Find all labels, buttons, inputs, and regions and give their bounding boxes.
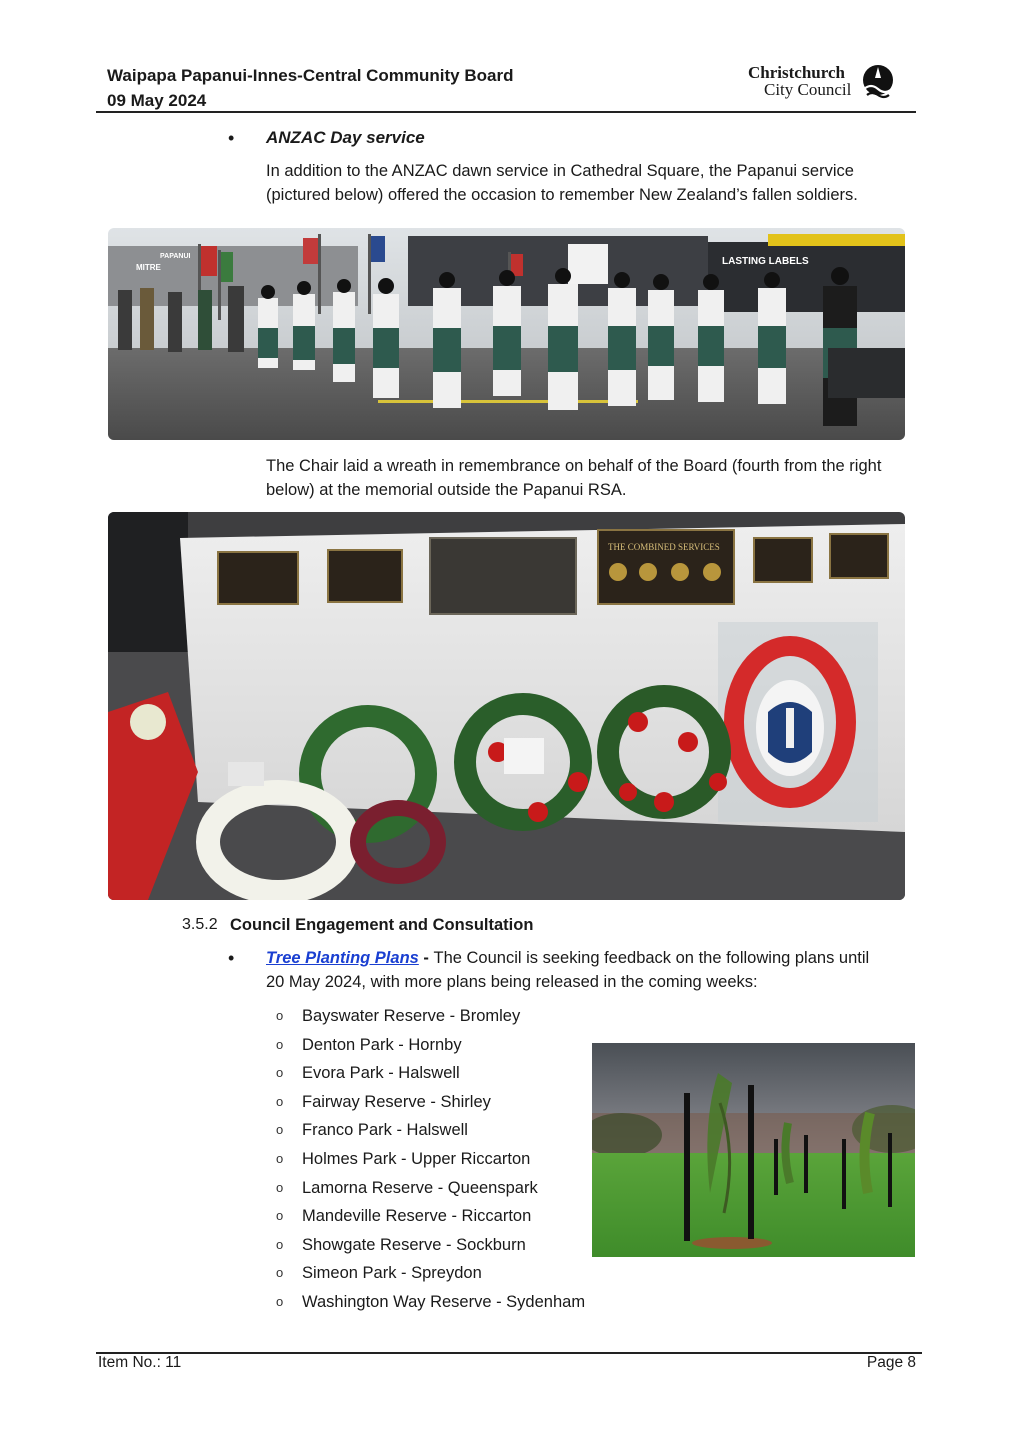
- list-item: [276, 1232, 585, 1261]
- list-marker: o: [276, 1150, 284, 1166]
- list-marker: o: [276, 1265, 284, 1281]
- logo-text-line2: City Council: [764, 80, 852, 99]
- plan-name: Mandeville Reserve - Riccarton: [302, 1207, 532, 1226]
- plan-name: Franco Park - Halswell: [302, 1121, 468, 1140]
- tree-planting-plan-list: [276, 1003, 585, 1318]
- plan-name: Fairway Reserve - Shirley: [302, 1092, 491, 1111]
- bullet: •: [228, 128, 235, 148]
- list-marker: o: [276, 1008, 284, 1023]
- plan-name: Denton Park - Hornby: [302, 1035, 462, 1054]
- list-marker: o: [276, 1122, 284, 1138]
- parade-photo: [108, 228, 905, 440]
- list-marker: o: [276, 1293, 284, 1309]
- page-number: Page 8: [866, 1354, 916, 1371]
- tree-planting-paragraph: [266, 946, 886, 994]
- cathedral-logo-icon: [860, 64, 896, 100]
- header-rule: [96, 111, 916, 113]
- plan-name: Showgate Reserve - Sockburn: [302, 1235, 526, 1254]
- dash-separator: -: [418, 949, 434, 967]
- list-marker: o: [276, 1065, 284, 1081]
- list-item: [276, 1089, 585, 1118]
- anzac-heading: ANZAC Day service: [266, 128, 425, 147]
- anzac-intro-paragraph: In addition to the ANZAC dawn service in Cathedral Square, the Papanui service (pictured below) offered the occasion to remember New Zealand’s fallen soldiers.: [266, 162, 858, 204]
- papanui-sign: PAPANUI: [160, 253, 191, 260]
- list-item: [276, 1117, 585, 1146]
- tree-planting-plans-link[interactable]: Tree Planting Plans: [266, 949, 419, 967]
- list-item: [276, 1032, 585, 1061]
- footer-rule: [96, 1352, 922, 1354]
- tree-planting-description: The Council is seeking feedback on the following plans until 20 May 2024, with more plans being released in the coming weeks:: [266, 949, 870, 991]
- plan-name: Bayswater Reserve - Bromley: [302, 1007, 521, 1025]
- list-marker: o: [276, 1093, 284, 1109]
- section-title: Council Engagement and Consultation: [230, 916, 534, 934]
- plan-name: Simeon Park - Spreydon: [302, 1264, 482, 1283]
- plan-name: Lamorna Reserve - Queenspark: [302, 1178, 538, 1197]
- list-item: [276, 1146, 585, 1175]
- list-item: [276, 1175, 585, 1204]
- list-item: [276, 1060, 585, 1089]
- memorial-photo: [108, 512, 905, 900]
- plan-name: Washington Way Reserve - Sydenham: [302, 1292, 586, 1311]
- plan-name: Holmes Park - Upper Riccarton: [302, 1149, 531, 1168]
- item-number: Item No.: 11: [98, 1354, 182, 1371]
- list-item: [276, 1260, 585, 1289]
- combined-services-plaque: THE COMBINED SERVICES: [608, 542, 720, 552]
- section-number: 3.5.2: [182, 916, 218, 933]
- plan-name: Evora Park - Halswell: [302, 1064, 460, 1083]
- list-item: [276, 1203, 585, 1232]
- meeting-date: 09 May 2024: [107, 91, 207, 110]
- board-name: Waipapa Papanui-Innes-Central Community Board: [107, 66, 514, 85]
- list-item: [276, 1003, 585, 1032]
- list-marker: o: [276, 1236, 284, 1252]
- lasting-labels-sign: LASTING LABELS: [722, 256, 809, 267]
- list-item: [276, 1289, 585, 1318]
- mitre-sign: MITRE: [136, 263, 161, 272]
- bullet: •: [228, 948, 235, 968]
- logo-text-line1: Christchurch: [748, 63, 845, 82]
- tree-planting-photo: [592, 1043, 915, 1257]
- list-marker: o: [276, 1208, 284, 1224]
- list-marker: o: [276, 1036, 284, 1052]
- council-logo: [748, 64, 898, 100]
- wreath-paragraph: The Chair laid a wreath in remembrance on behalf of the Board (fourth from the right below) at the memorial outside the Papanui RSA.: [266, 457, 882, 499]
- list-marker: o: [276, 1179, 284, 1195]
